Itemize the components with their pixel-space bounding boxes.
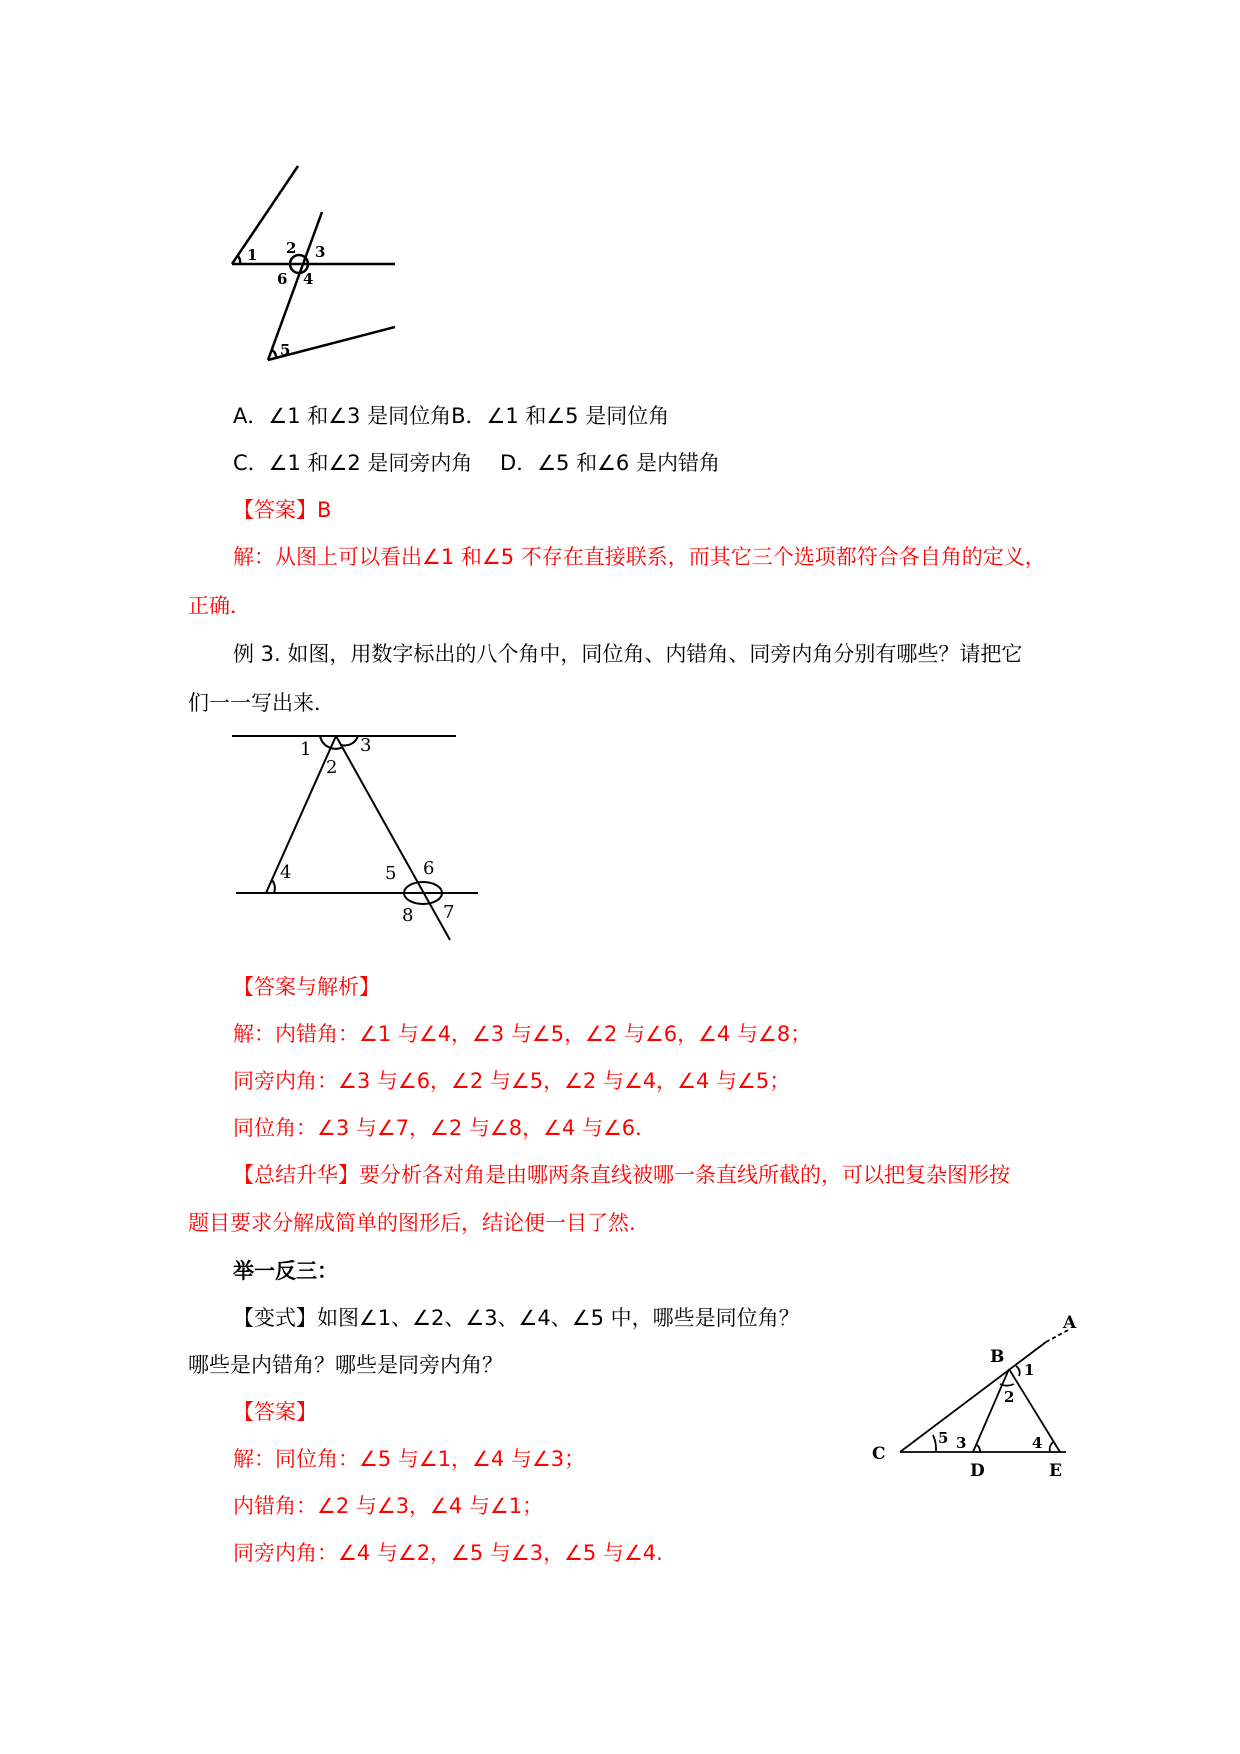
fig3-label-3: 3 — [956, 1434, 967, 1452]
fig1-label-4: 4 — [303, 270, 314, 288]
figure-parallel-lines — [228, 730, 488, 940]
variation-question-line1: 【变式】如图∠1、∠2、∠3、∠4、∠5 中，哪些是同位角？ — [233, 1306, 800, 1330]
fig3-label-1: 1 — [1024, 1361, 1035, 1379]
fig1-label-3: 3 — [315, 243, 326, 261]
fig2-label-7: 7 — [443, 902, 455, 923]
ex3-summary-line2: 题目要求分解成简单的图形后，结论便一目了然. — [188, 1211, 636, 1235]
fig2-label-6: 6 — [423, 858, 435, 879]
fig3-label-B: B — [990, 1347, 1005, 1367]
fig3-label-5: 5 — [938, 1429, 949, 1447]
fig2-label-3: 3 — [360, 735, 372, 756]
fig3-label-4: 4 — [1032, 1434, 1043, 1452]
ex2-options-line2: C．∠1 和∠2 是同旁内角 D．∠5 和∠6 是内错角 — [233, 451, 720, 475]
variation-answer-line3: 同旁内角：∠4 与∠2，∠5 与∠3，∠5 与∠4. — [233, 1541, 663, 1565]
variation-answer-line1: 解：同位角：∠5 与∠1，∠4 与∠3； — [233, 1447, 586, 1471]
fig3-label-D: D — [970, 1461, 985, 1481]
figure-triangle — [868, 1302, 1108, 1482]
ex3-question-line2: 们一一写出来． — [188, 691, 335, 715]
ex3-answer-line3: 同位角：∠3 与∠7，∠2 与∠8，∠4 与∠6． — [233, 1116, 657, 1140]
ex2-explain-line2: 正确． — [188, 594, 251, 618]
fig1-label-5: 5 — [280, 341, 291, 359]
ex2-explain-line1: 解：从图上可以看出∠1 和∠5 不存在直接联系，而其它三个选项都符合各自角的定义， — [233, 545, 1046, 569]
fig2-label-1: 1 — [300, 739, 312, 760]
fig3-label-E: E — [1049, 1461, 1062, 1481]
ex3-question-line1: 例 3. 如图，用数字标出的八个角中，同位角、内错角、同旁内角分别有哪些？请把它 — [233, 642, 1023, 666]
fig2-label-2: 2 — [326, 757, 338, 778]
fig3-label-A: A — [1063, 1313, 1077, 1333]
fig1-label-2: 2 — [286, 239, 297, 257]
fig2-label-5: 5 — [385, 863, 397, 884]
variation-question-line2: 哪些是内错角？哪些是同旁内角？ — [188, 1353, 503, 1377]
ex3-answer-head: 【答案与解析】 — [233, 975, 380, 999]
figure-angles-1 — [225, 160, 385, 360]
variation-heading: 举一反三： — [233, 1259, 338, 1283]
ex3-answer-line2: 同旁内角：∠3 与∠6，∠2 与∠5，∠2 与∠4，∠4 与∠5； — [233, 1069, 791, 1093]
fig1-label-1: 1 — [247, 246, 258, 264]
fig3-label-2: 2 — [1004, 1388, 1015, 1406]
ex2-options-line1: A．∠1 和∠3 是同位角B．∠1 和∠5 是同位角 — [233, 404, 670, 428]
fig2-label-4: 4 — [280, 862, 292, 883]
ex2-answer: 【答案】B — [233, 498, 332, 522]
fig1-label-6: 6 — [277, 270, 288, 288]
ex3-summary-line1: 【总结升华】要分析各对角是由哪两条直线被哪一条直线所截的，可以把复杂图形按 — [233, 1163, 1010, 1187]
variation-answer-line2: 内错角：∠2 与∠3，∠4 与∠1； — [233, 1494, 544, 1518]
fig2-label-8: 8 — [402, 905, 414, 926]
variation-answer-head: 【答案】 — [233, 1400, 317, 1424]
fig3-label-C: C — [872, 1444, 886, 1464]
ex3-answer-line1: 解：内错角：∠1 与∠4，∠3 与∠5，∠2 与∠6，∠4 与∠8； — [233, 1022, 812, 1046]
